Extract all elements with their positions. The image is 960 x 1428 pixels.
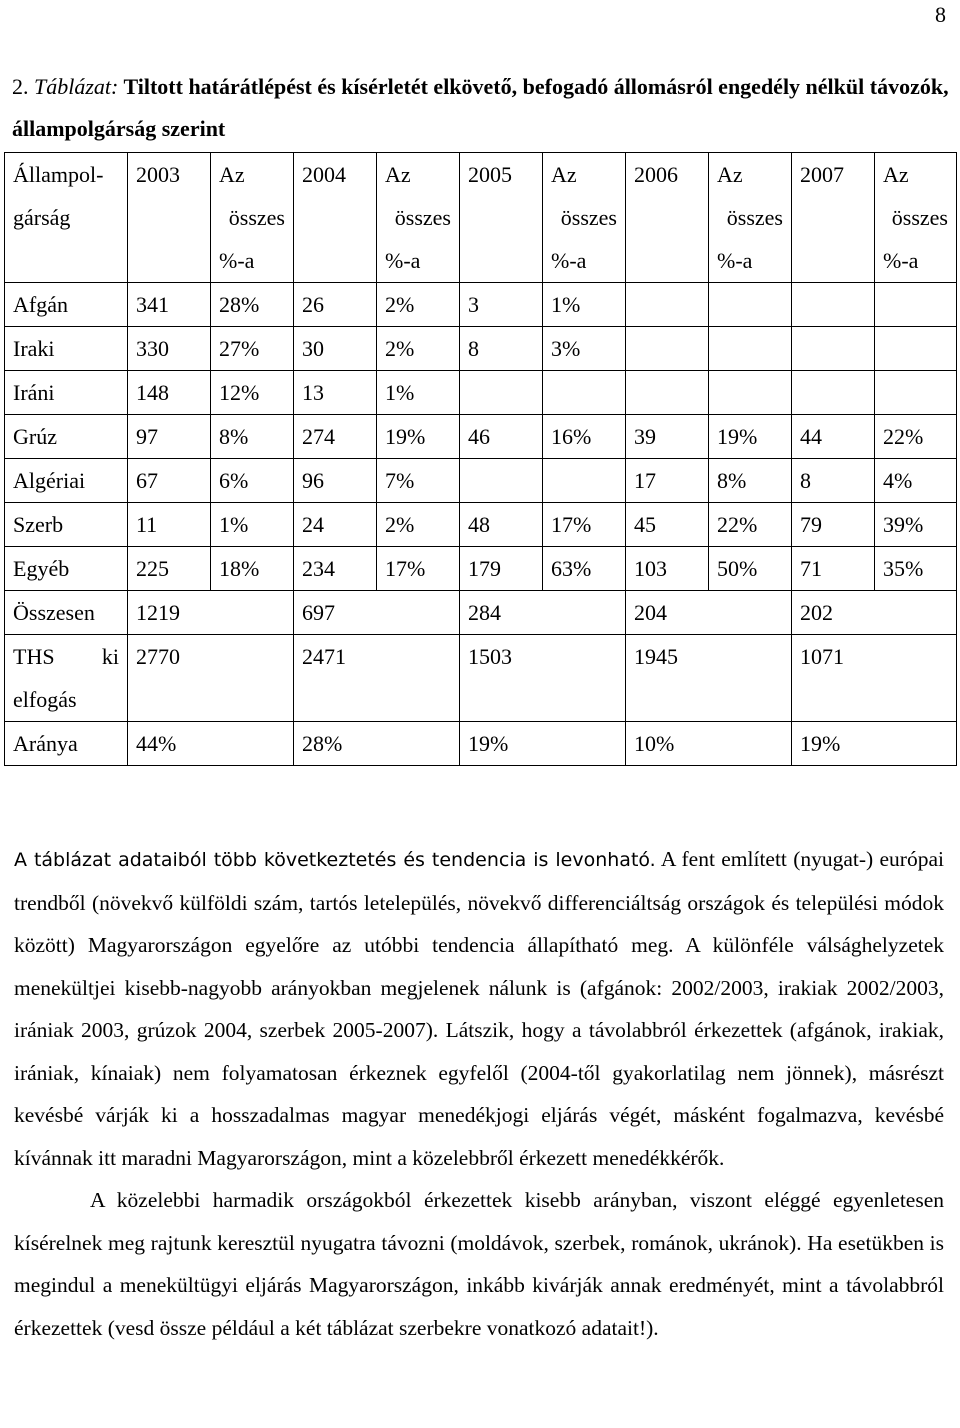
table-cell: 8: [460, 327, 543, 371]
table-cell: [626, 371, 709, 415]
table-cell: 39: [626, 415, 709, 459]
table-cell: 2%: [377, 503, 460, 547]
table-cell: 2%: [377, 327, 460, 371]
row-label: Aránya: [5, 722, 128, 766]
table-cell: 2770: [128, 635, 294, 722]
row-label: [5, 635, 128, 722]
table-cell: 8%: [211, 415, 294, 459]
ratio-row: [5, 722, 957, 766]
header-year: 2007: [792, 153, 875, 283]
table-cell: 19%: [709, 415, 792, 459]
table-cell: 19%: [792, 722, 957, 766]
table-cell: 71: [792, 547, 875, 591]
ths-label-a: THS: [13, 644, 55, 669]
table-cell: 202: [792, 591, 957, 635]
table-cell: 179: [460, 547, 543, 591]
table-cell: 8%: [709, 459, 792, 503]
row-label: Egyéb: [5, 547, 128, 591]
table-cell: 17%: [543, 503, 626, 547]
table-cell: [875, 371, 957, 415]
caption-number: 2.: [12, 74, 34, 99]
header-share: Az összes %-a: [543, 153, 626, 283]
header-year: 2003: [128, 153, 211, 283]
table-caption: [12, 66, 952, 150]
table-row: [5, 547, 957, 591]
ths-row: [5, 635, 957, 722]
table-row: [5, 327, 957, 371]
table-cell: [543, 371, 626, 415]
table-cell: 3%: [543, 327, 626, 371]
table-cell: 44%: [128, 722, 294, 766]
header-share: Az összes %-a: [377, 153, 460, 283]
page-number: 8: [935, 2, 946, 27]
table-cell: 19%: [460, 722, 626, 766]
header-year: 2005: [460, 153, 543, 283]
table-cell: 341: [128, 283, 211, 327]
table-cell: 17: [626, 459, 709, 503]
table-cell: 28%: [211, 283, 294, 327]
table-cell: 22%: [875, 415, 957, 459]
table-cell: 79: [792, 503, 875, 547]
table-cell: 284: [460, 591, 626, 635]
table-cell: [626, 327, 709, 371]
table-cell: 697: [294, 591, 460, 635]
row-label: Iraki: [5, 327, 128, 371]
table-cell: 45: [626, 503, 709, 547]
table-cell: [792, 371, 875, 415]
table-cell: 274: [294, 415, 377, 459]
table-cell: 1%: [543, 283, 626, 327]
table-cell: 1503: [460, 635, 626, 722]
table-cell: 148: [128, 371, 211, 415]
table-cell: 35%: [875, 547, 957, 591]
table-cell: 67: [128, 459, 211, 503]
table-cell: 330: [128, 327, 211, 371]
table-cell: 7%: [377, 459, 460, 503]
table-cell: 18%: [211, 547, 294, 591]
paragraph: [14, 1179, 944, 1349]
table-cell: 10%: [626, 722, 792, 766]
table-cell: 30: [294, 327, 377, 371]
table-row: [5, 415, 957, 459]
table-cell: 17%: [377, 547, 460, 591]
paragraph-text: A fent említett (nyugat-) európai trendből (növekvő külföldi szám, tartós letelepülés, növekvő differenciáltság országok és települési módok között) Magyarországon egyelőre az utóbbi tendencia állapítható meg. A különféle válsághelyzetek menekültjei kisebb-nagyobb arányokban megjelenek nálunk is (afgánok: 2002/2003, irakiak 2002/2003, irániak 2003, grúzok 2004, szerbek 2005-2007). Látszik, hogy a távolabbról érkezettek (afgánok, irakiak, irániak, kínaiak) nem folyamatosan érkeznek egyfelől (2004-től gyakorlatilag nem jönnek), másrészt kevésbé várják ki a hosszadalmas magyar menedékjogi eljárás végét, másként fogalmazva, kevésbé kívánnak itt maradni Magyarországon, mint a közelebbről érkezett menedékkérők.: [14, 847, 944, 1170]
table-cell: 1219: [128, 591, 294, 635]
header-share: Az összes %-a: [211, 153, 294, 283]
paragraph: [14, 838, 944, 1179]
table-cell: 26: [294, 283, 377, 327]
table-cell: 50%: [709, 547, 792, 591]
table-cell: [460, 371, 543, 415]
row-label: Grúz: [5, 415, 128, 459]
table-cell: 234: [294, 547, 377, 591]
table-cell: 19%: [377, 415, 460, 459]
table-cell: 2%: [377, 283, 460, 327]
table-row: [5, 503, 957, 547]
table-cell: 2471: [294, 635, 460, 722]
row-label: Algériai: [5, 459, 128, 503]
ths-label-b: ki: [101, 644, 119, 669]
paragraph-text: A közelebbi harmadik országokból érkezettek kisebb arányban, viszont eléggé egyenletesen kísérelnek meg rajtunk keresztül nyugatra távozni (moldávok, szerbek, románok, ukránok). Ha esetükben is megindul a menekültügyi eljárás Magyarországon, inkább kivárják annak eredményét, mint a távolabbról érkezettek (vesd össze például a két táblázat szerbekre vonatkozó adatait!).: [14, 1188, 944, 1340]
table-cell: 3: [460, 283, 543, 327]
header-year: 2006: [626, 153, 709, 283]
table-cell: 44: [792, 415, 875, 459]
ths-label-c: elfogás: [13, 687, 77, 712]
table-cell: [792, 283, 875, 327]
table-cell: 12%: [211, 371, 294, 415]
table-cell: 103: [626, 547, 709, 591]
table-cell: [460, 459, 543, 503]
data-table: [4, 152, 957, 766]
row-label: Iráni: [5, 371, 128, 415]
table-cell: 46: [460, 415, 543, 459]
header-citizenship: Állampol- gárság: [5, 153, 128, 283]
table-cell: [792, 327, 875, 371]
table-cell: 1945: [626, 635, 792, 722]
totals-row: [5, 591, 957, 635]
table-row: [5, 459, 957, 503]
header-share: Az összes %-a: [875, 153, 957, 283]
table-cell: 6%: [211, 459, 294, 503]
caption-label: Táblázat:: [34, 74, 119, 99]
row-label: Összesen: [5, 591, 128, 635]
table-cell: [875, 283, 957, 327]
table-row: [5, 371, 957, 415]
table-cell: [709, 327, 792, 371]
table-cell: 22%: [709, 503, 792, 547]
header-row: [5, 153, 957, 283]
header-share: Az összes %-a: [709, 153, 792, 283]
table-cell: [543, 459, 626, 503]
table-cell: [626, 283, 709, 327]
table-cell: [709, 283, 792, 327]
header-year: 2004: [294, 153, 377, 283]
row-label: Szerb: [5, 503, 128, 547]
table-cell: 225: [128, 547, 211, 591]
table-cell: 16%: [543, 415, 626, 459]
table-cell: 63%: [543, 547, 626, 591]
paragraph-lead: A táblázat adataiból több következtetés és tendencia is levonható.: [14, 849, 656, 871]
table-cell: 27%: [211, 327, 294, 371]
table-cell: 39%: [875, 503, 957, 547]
table-cell: 1%: [377, 371, 460, 415]
table-cell: 48: [460, 503, 543, 547]
table-cell: 97: [128, 415, 211, 459]
caption-title: Tiltott határátlépést és kísérletét elkövető, befogadó állomásról engedély nélkül távozók, állampolgárság szerint: [12, 74, 949, 141]
table-cell: 8: [792, 459, 875, 503]
table-cell: [709, 371, 792, 415]
table-cell: 96: [294, 459, 377, 503]
table-cell: 11: [128, 503, 211, 547]
table-cell: 4%: [875, 459, 957, 503]
table-cell: 24: [294, 503, 377, 547]
table-cell: 13: [294, 371, 377, 415]
body-text: [14, 838, 944, 1349]
table-cell: 1%: [211, 503, 294, 547]
table-cell: 1071: [792, 635, 957, 722]
table-row: [5, 283, 957, 327]
table-cell: [875, 327, 957, 371]
table-cell: 28%: [294, 722, 460, 766]
row-label: Afgán: [5, 283, 128, 327]
table-cell: 204: [626, 591, 792, 635]
